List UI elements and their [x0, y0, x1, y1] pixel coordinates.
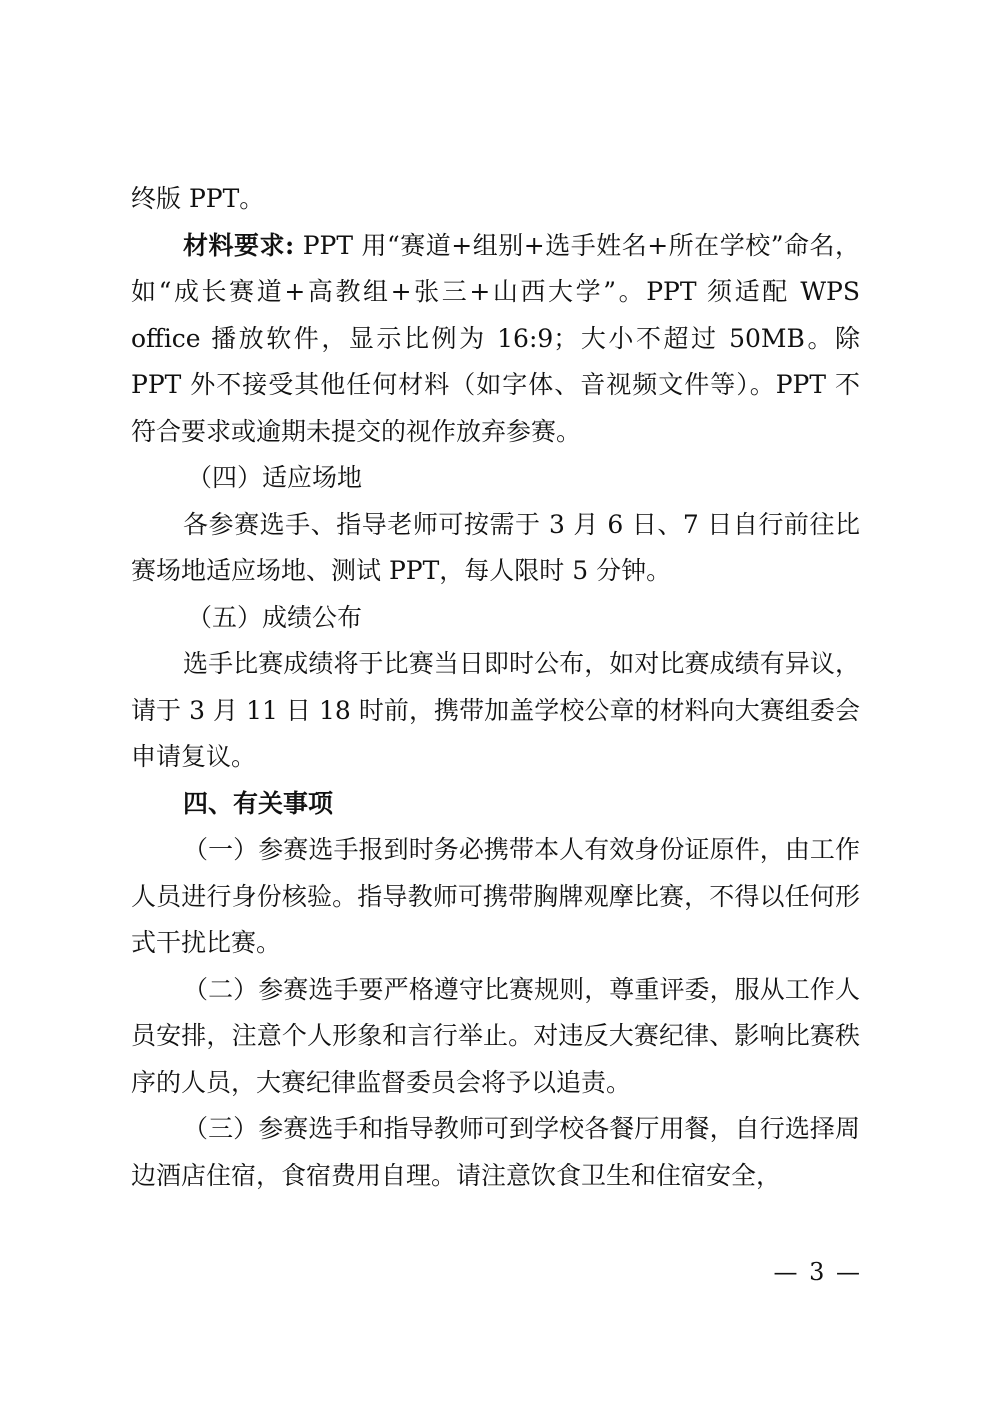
paragraph-results-announcement: 选手比赛成绩将于比赛当日即时公布，如对比赛成绩有异议，请于 3 月 11 日 18 时前，携带加盖学校公章的材料向大赛组委会申请复议。 — [131, 649, 860, 771]
paragraph-item-2: （二）参赛选手要严格遵守比赛规则，尊重评委，服从工作人员安排，注意个人形象和言行举止。对违反大赛纪律、影响比赛秩序的人员，大赛纪律监督委员会将予以追责。 — [131, 974, 860, 1097]
material-requirements-label: 材料要求: — [183, 230, 295, 260]
material-requirements-text: PPT 用“赛道+组别+选手姓名+所在学校”命名，如“成长赛道+高教组+张三+山西大学”。PPT 须适配 WPS office 播放软件，显示比例为 16:9；大小不超过 50MB。除 PPT 外不接受其他任何材料（如字体、音视频文件等）。PPT 不符合要求或逾期未提交的视作放弃参赛。 — [131, 230, 861, 446]
paragraph-item-3: （三）参赛选手和指导教师可到学校各餐厅用餐，自行选择周边酒店住宿，食宿费用自理。请注意饮食卫生和住宿安全， — [131, 1114, 860, 1190]
heading-related-matters: 四、有关事项 — [183, 788, 334, 818]
paragraph-material-requirements — [131, 223, 860, 456]
paragraph-continuation: 终版 PPT。 — [131, 184, 265, 213]
paragraph-venue-adaptation: 各参赛选手、指导老师可按需于 3 月 6 日、7 日自行前往比赛场地适应场地、测试 PPT，每人限时 5 分钟。 — [131, 509, 860, 585]
heading-venue-adaptation: （四）适应场地 — [187, 463, 363, 492]
body-text — [131, 176, 860, 1199]
paragraph-item-1: （一）参赛选手报到时务必携带本人有效身份证原件，由工作人员进行身份核验。指导教师可携带胸牌观摩比赛，不得以任何形式干扰比赛。 — [131, 835, 860, 957]
heading-results-announcement: （五）成绩公布 — [187, 602, 363, 632]
page-number: — 3 — — [773, 1258, 862, 1286]
